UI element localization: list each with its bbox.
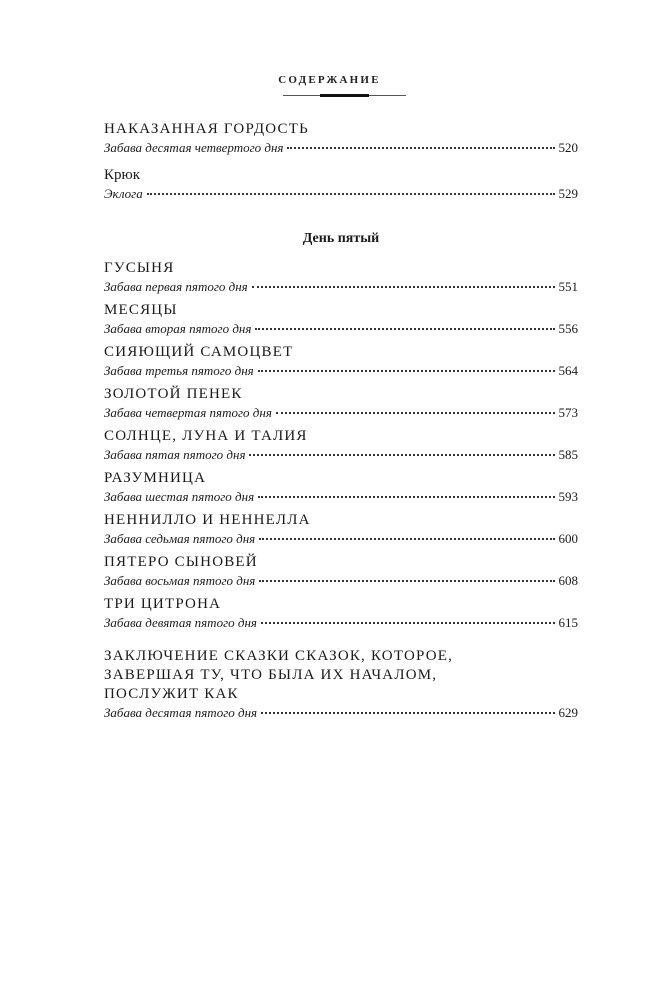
toc-entry-page: 608	[558, 573, 578, 588]
dot-leader	[147, 192, 555, 195]
toc-entry	[104, 385, 578, 422]
toc-entry-line	[104, 278, 578, 296]
toc-entry-page: 520	[558, 140, 578, 155]
toc-entry-line	[104, 530, 578, 548]
toc-entry-subtitle: Забава третья пятого дня	[104, 363, 254, 378]
toc-entry-title: СОЛНЦЕ, ЛУНА И ТАЛИЯ	[104, 428, 308, 444]
toc-entry	[104, 120, 578, 157]
dot-leader	[258, 369, 555, 372]
toc-entry-title: СИЯЮЩИЙ САМОЦВЕТ	[104, 344, 294, 360]
dot-leader	[249, 453, 554, 456]
toc-entry-subtitle: Эклога	[104, 186, 143, 201]
toc-entry-title: МЕСЯЦЫ	[104, 302, 178, 318]
toc-entry	[104, 166, 578, 203]
toc-entry-line	[104, 704, 578, 722]
toc-entry-line	[104, 614, 578, 632]
section-heading: День пятый	[302, 231, 380, 246]
dot-leader	[261, 711, 554, 714]
toc-entry-line	[104, 139, 578, 157]
toc-entry	[104, 469, 578, 506]
toc-entry-subtitle: Забава шестая пятого дня	[104, 489, 255, 504]
dot-leader	[252, 285, 555, 288]
toc-entry	[104, 511, 578, 548]
toc-entry-title: ЗОЛОТОЙ ПЕНЕК	[104, 386, 243, 402]
toc-entry	[104, 259, 578, 296]
toc-entry	[104, 301, 578, 338]
dot-leader	[287, 146, 554, 149]
toc-entry	[104, 427, 578, 464]
toc-entry-subtitle: Забава пятая пятого дня	[104, 447, 246, 462]
dot-leader	[259, 537, 554, 540]
toc-entry-title-line: ПОСЛУЖИТ КАК	[104, 686, 239, 702]
toc-entry-page: 615	[558, 615, 578, 630]
toc-entry-subtitle: Забава десятая пятого дня	[104, 705, 258, 720]
toc-entry	[104, 595, 578, 632]
toc-entry-subtitle: Забава вторая пятого дня	[104, 321, 252, 336]
toc-entry-subtitle: Забава десятая четвертого дня	[104, 140, 284, 155]
dot-leader	[258, 495, 554, 498]
toc-entry-line	[104, 404, 578, 422]
toc-entry-title: ТРИ ЦИТРОНА	[104, 596, 222, 612]
toc-entry-final	[104, 647, 578, 722]
toc-entry-page: 564	[558, 363, 578, 378]
toc-entry-page: 593	[558, 489, 578, 504]
table-of-contents	[104, 120, 578, 722]
toc-entry-subtitle: Забава первая пятого дня	[104, 279, 248, 294]
toc-entry-page: 629	[558, 705, 578, 720]
running-head: СОДЕРЖАНИЕ	[278, 74, 381, 86]
toc-entry-page: 585	[558, 447, 578, 462]
dot-leader	[276, 411, 555, 414]
toc-entry-line	[104, 362, 578, 380]
toc-entry-line	[104, 488, 578, 506]
toc-entry-title: ГУСЫНЯ	[104, 260, 175, 276]
toc-entry	[104, 343, 578, 380]
dot-leader	[261, 621, 555, 624]
toc-entry-title: НАКАЗАННАЯ ГОРДОСТЬ	[104, 121, 309, 137]
toc-entry-title: Крюк	[104, 167, 140, 183]
dot-leader	[255, 327, 554, 330]
toc-entry-subtitle: Забава седьмая пятого дня	[104, 531, 256, 546]
toc-entry-line	[104, 572, 578, 590]
toc-entry-title-line: ЗАВЕРШАЯ ТУ, ЧТО БЫЛА ИХ НАЧАЛОМ,	[104, 667, 438, 683]
toc-entry-line	[104, 446, 578, 464]
header-rule-accent	[320, 94, 369, 97]
toc-entry-page: 556	[558, 321, 578, 336]
toc-entry-subtitle: Забава четвертая пятого дня	[104, 405, 272, 420]
toc-entry-page: 573	[558, 405, 578, 420]
toc-entry-line	[104, 320, 578, 338]
toc-entry-subtitle: Забава девятая пятого дня	[104, 615, 257, 630]
toc-entry-subtitle: Забава восьмая пятого дня	[104, 573, 256, 588]
toc-entry-page: 529	[558, 186, 578, 201]
dot-leader	[259, 579, 554, 582]
toc-entry-title-line: ЗАКЛЮЧЕНИЕ СКАЗКИ СКАЗОК, КОТОРОЕ,	[104, 648, 454, 664]
toc-entry-title: НЕННИЛЛО И НЕННЕЛЛА	[104, 512, 311, 528]
toc-entry-title: ПЯТЕРО СЫНОВЕЙ	[104, 554, 258, 570]
toc-entry-line	[104, 185, 578, 203]
toc-entry	[104, 553, 578, 590]
toc-entry-page: 551	[558, 279, 578, 294]
toc-entry-title: РАЗУМНИЦА	[104, 470, 207, 486]
toc-entry-page: 600	[558, 531, 578, 546]
